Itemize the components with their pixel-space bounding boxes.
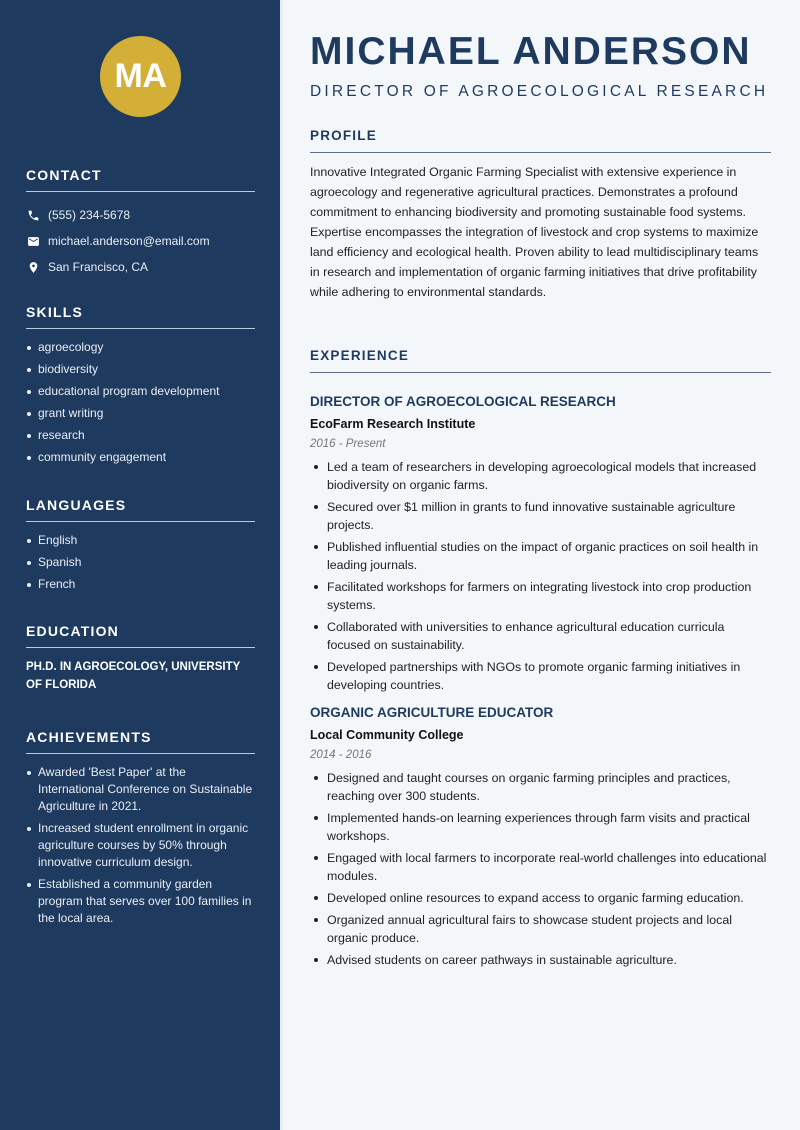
job-company: Local Community College <box>310 728 464 742</box>
skills-list <box>26 339 255 466</box>
main-content <box>280 0 800 1130</box>
email-icon <box>26 234 40 248</box>
job-bullets <box>310 458 771 694</box>
achievement-item: Established a community garden program that serves over 100 families in the local area. <box>26 876 255 927</box>
email-text: michael.anderson@email.com <box>48 234 210 248</box>
candidate-name: MICHAEL ANDERSON <box>310 30 752 73</box>
job-dates: 2014 - 2016 <box>310 749 372 761</box>
achievement-item: Increased student enrollment in organic agriculture courses by 50% through innovative curriculum design. <box>26 820 255 871</box>
job-entry <box>310 394 771 694</box>
job-bullet: Designed and taught courses on organic farming principles and practices, reaching over 300 students. <box>310 769 771 805</box>
job-bullet: Advised students on career pathways in sustainable agriculture. <box>310 951 771 969</box>
education-degree: PH.D. IN AGROECOLOGY, UNIVERSITY OF FLORIDA <box>26 661 241 691</box>
skill-item: educational program development <box>26 383 255 400</box>
job-bullet: Organized annual agricultural fairs to showcase student projects and local organic produce. <box>310 911 771 947</box>
skill-item: biodiversity <box>26 361 255 378</box>
education-heading: EDUCATION <box>26 623 255 648</box>
job-bullet: Facilitated workshops for farmers on integrating livestock into crop production systems. <box>310 578 771 614</box>
languages-list <box>26 532 255 593</box>
contact-heading: CONTACT <box>26 167 255 192</box>
language-item: English <box>26 532 255 549</box>
job-bullet: Led a team of researchers in developing agroecological models that increased biodiversity on organic farms. <box>310 458 771 494</box>
profile-heading: PROFILE <box>310 128 771 153</box>
job-bullet: Secured over $1 million in grants to fund innovative sustainable agriculture projects. <box>310 498 771 534</box>
skill-item: community engagement <box>26 449 255 466</box>
experience-heading: EXPERIENCE <box>310 348 771 373</box>
sidebar <box>0 0 280 1130</box>
job-bullet: Published influential studies on the impact of organic practices on soil health in leading journals. <box>310 538 771 574</box>
contact-phone <box>26 202 255 228</box>
achievement-item: Awarded 'Best Paper' at the International Conference on Sustainable Agriculture in 2021. <box>26 764 255 815</box>
job-bullet: Developed partnerships with NGOs to promote organic farming initiatives in developing countries. <box>310 658 771 694</box>
skill-item: agroecology <box>26 339 255 356</box>
language-item: Spanish <box>26 554 255 571</box>
location-text: San Francisco, CA <box>48 260 149 274</box>
job-dates: 2016 - Present <box>310 438 386 450</box>
profile-section <box>310 128 771 302</box>
phone-icon <box>26 208 40 222</box>
avatar <box>100 36 181 117</box>
achievements-section <box>26 729 255 932</box>
candidate-title: DIRECTOR OF AGROECOLOGICAL RESEARCH <box>310 83 769 100</box>
profile-text: Innovative Integrated Organic Farming Specialist with extensive experience in agroecology and regenerative agricultural practices. Demonstrates a profound commitment to enhancing biodiversity and promoting sustainable food systems. Expertise encompasses the integration of livestock and crop systems to maximize land efficiency and ecological health. Proven ability to lead multidisciplinary teams in research and implementation of organic farming initiatives that drive profitability while adhering to environmental standards. <box>310 165 759 299</box>
language-item: French <box>26 576 255 593</box>
contact-section <box>26 167 255 280</box>
achievements-list <box>26 764 255 927</box>
contact-email <box>26 228 255 254</box>
languages-section <box>26 497 255 598</box>
avatar-initials: MA <box>114 57 167 95</box>
job-title: DIRECTOR OF AGROECOLOGICAL RESEARCH <box>310 394 616 409</box>
skills-heading: SKILLS <box>26 304 255 329</box>
experience-section <box>310 348 771 973</box>
job-bullet: Implemented hands-on learning experiences through farm visits and practical workshops. <box>310 809 771 845</box>
skill-item: grant writing <box>26 405 255 422</box>
job-bullet: Developed online resources to expand access to organic farming education. <box>310 889 771 907</box>
languages-heading: LANGUAGES <box>26 497 255 522</box>
phone-text: (555) 234-5678 <box>48 208 131 222</box>
skill-item: research <box>26 427 255 444</box>
location-pin-icon <box>26 260 40 274</box>
job-entry <box>310 705 771 969</box>
education-section <box>26 623 255 694</box>
achievements-heading: ACHIEVEMENTS <box>26 729 255 754</box>
job-bullet: Collaborated with universities to enhance agricultural education curricula focused on sustainability. <box>310 618 771 654</box>
skills-section <box>26 304 255 471</box>
contact-location <box>26 254 255 280</box>
job-bullet: Engaged with local farmers to incorporate real-world challenges into educational modules. <box>310 849 771 885</box>
job-company: EcoFarm Research Institute <box>310 417 476 431</box>
job-title: ORGANIC AGRICULTURE EDUCATOR <box>310 705 554 720</box>
job-bullets <box>310 769 771 969</box>
